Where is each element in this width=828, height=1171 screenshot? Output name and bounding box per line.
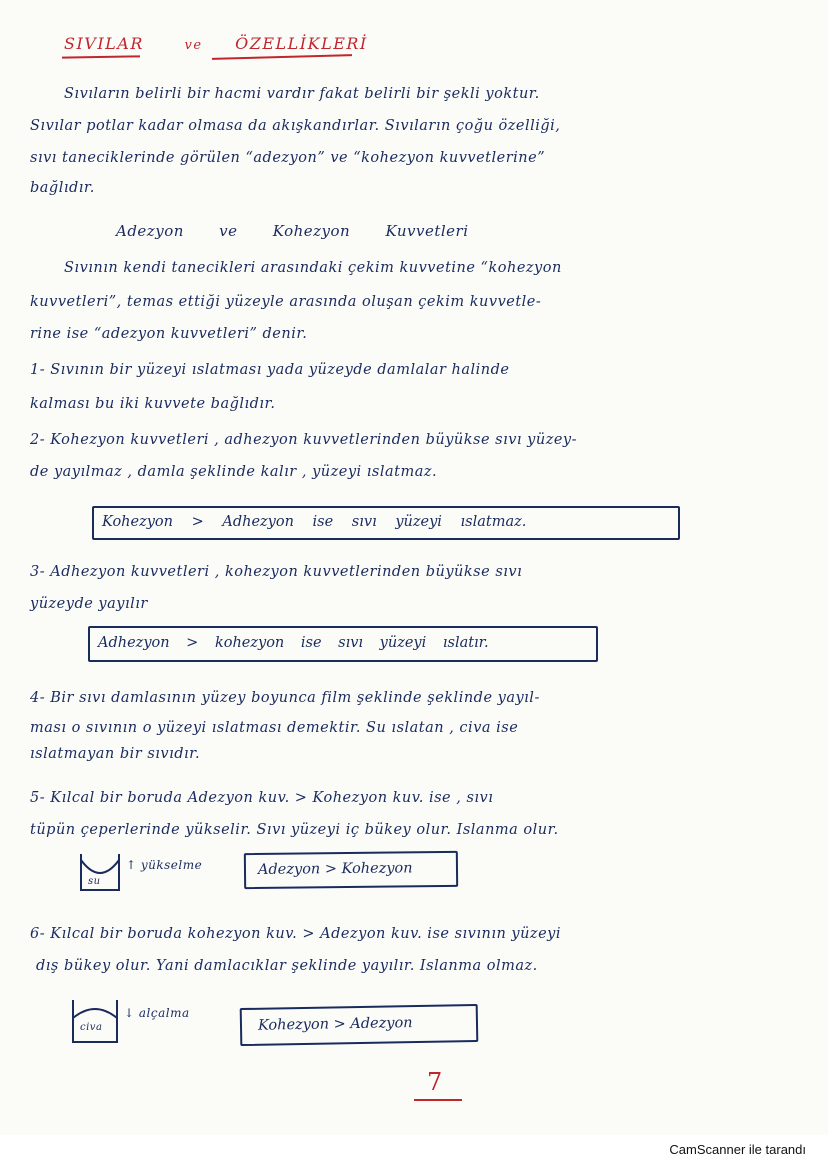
item2-line-2: de yayılmaz , damla şeklinde kalır , yüzeyi ıslatmaz. xyxy=(30,464,438,480)
section-heading: Adezyon ve Kohezyon Kuvvetleri xyxy=(116,222,469,240)
figure2-box xyxy=(240,1004,479,1046)
title-part-2: ve xyxy=(184,38,203,53)
intro-line-2: Sıvılar potlar kadar olmasa da akışkandırlar. Sıvıların çoğu özelliği, xyxy=(30,118,561,134)
definition-line-1: Sıvının kendi tanecikleri arasındaki çekim kuvvetine “kohezyon xyxy=(64,260,562,276)
page-number: 7 xyxy=(427,1068,443,1096)
intro-line-4: bağlıdır. xyxy=(30,180,95,196)
title-underline xyxy=(212,54,352,60)
intro-line-1: Sıvıların belirli bir hacmi vardır fakat belirli bir şekli yoktur. xyxy=(64,86,540,102)
title-part-1: SIVILAR xyxy=(64,34,144,53)
rule-box-no-wetting-text: Kohezyon > Adhezyon ise sıvı yüzeyi ıslatmaz. xyxy=(102,514,527,530)
item3-line-2: yüzeyde yayılır xyxy=(30,596,148,612)
rule-box-wetting-text: Adhezyon > kohezyon ise sıvı yüzeyi ıslatır. xyxy=(98,635,489,651)
item5-line-1: 5- Kılcal bir boruda Adezyon kuv. > Kohezyon kuv. ise , sıvı xyxy=(30,790,494,806)
figure1-box-text: Adezyon > Kohezyon xyxy=(257,860,413,878)
definition-line-2: kuvvetleri”, temas ettiği yüzeyle arasında oluşan çekim kuvvetle- xyxy=(30,294,542,310)
figure2-liquid-label: civa xyxy=(80,1022,103,1033)
title-part-3: ÖZELLİKLERİ xyxy=(235,34,368,53)
intro-line-3: sıvı taneciklerinde görülen “adezyon” ve “kohezyon kuvvetlerine” xyxy=(30,150,546,166)
item6-line-2: dış bükey olur. Yani damlacıklar şeklinde yayılır. Islanma olmaz. xyxy=(36,958,538,974)
figure1-arrow-label: ↑ yükselme xyxy=(126,858,203,872)
item1-line-1: 1- Sıvının bir yüzeyi ıslatması yada yüzeyde damlalar halinde xyxy=(30,362,510,378)
capillary-mercury-icon xyxy=(70,998,120,1044)
item2-line-1: 2- Kohezyon kuvvetleri , adhezyon kuvvetlerinden büyükse sıvı yüzey- xyxy=(30,432,578,448)
rule-box-wetting xyxy=(88,626,598,662)
item4-line-2: ması o sıvının o yüzeyi ıslatması demektir. Su ıslatan , civa ise xyxy=(30,720,519,736)
title-underline xyxy=(62,55,140,58)
scanner-watermark: CamScanner ile tarandı xyxy=(669,1142,806,1157)
figure2-arrow-label: ↓ alçalma xyxy=(124,1006,190,1020)
item4-line-1: 4- Bir sıvı damlasının yüzey boyunca film şeklinde şeklinde yayıl- xyxy=(30,690,540,706)
item4-line-3: ıslatmayan bir sıvıdır. xyxy=(30,746,201,762)
figure1-box xyxy=(244,851,458,889)
item1-line-2: kalması bu iki kuvvete bağlıdır. xyxy=(30,396,276,412)
rule-box-no-wetting xyxy=(92,506,680,540)
page-title xyxy=(64,34,368,53)
figure1-liquid-label: su xyxy=(88,876,101,887)
item5-line-2: tüpün çeperlerinde yükselir. Sıvı yüzeyi iç bükey olur. Islanma olur. xyxy=(30,822,559,838)
definition-line-3: rine ise “adezyon kuvvetleri” denir. xyxy=(30,326,308,342)
page-number-underline xyxy=(414,1099,462,1101)
figure2-box-text: Kohezyon > Adezyon xyxy=(257,1015,413,1034)
item3-line-1: 3- Adhezyon kuvvetleri , kohezyon kuvvetlerinden büyükse sıvı xyxy=(30,564,523,580)
item6-line-1: 6- Kılcal bir boruda kohezyon kuv. > Adezyon kuv. ise sıvının yüzeyi xyxy=(30,926,561,942)
